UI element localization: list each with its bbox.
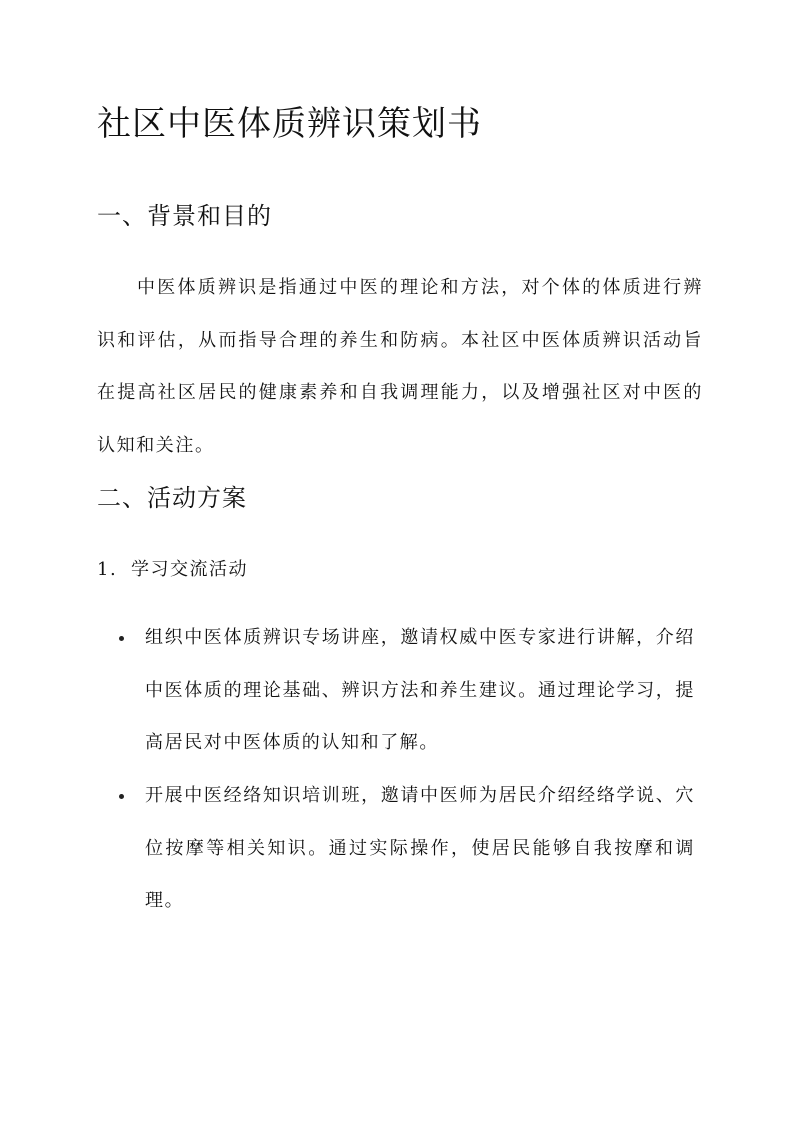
- subsection-heading-learning-exchange: [97, 555, 248, 581]
- bullet-dot-icon: [119, 636, 124, 641]
- subsection-title: 学习交流活动: [131, 559, 248, 580]
- section-heading-background: 一、背景和目的: [97, 202, 272, 230]
- subsection-number: 1.: [97, 559, 118, 580]
- document-title: 社区中医体质辨识策划书: [97, 104, 482, 144]
- background-paragraph: 中医体质辨识是指通过中医的理论和方法，对个体的体质进行辨识和评估，从而指导合理的养生和防病。本社区中医体质辨识活动旨在提高社区居民的健康素养和自我调理能力，以及增强社区对中医的认知和关注。: [97, 277, 703, 456]
- bullet-dot-icon: [119, 794, 124, 799]
- list-item-text: 开展中医经络知识培训班，邀请中医师为居民介绍经络学说、穴位按摩等相关知识。通过实际操作，使居民能够自我按摩和调理。: [145, 785, 695, 911]
- list-item-text: 组织中医体质辨识专场讲座，邀请权威中医专家进行讲解，介绍中医体质的理论基础、辨识方法和养生建议。通过理论学习，提高居民对中医体质的认知和了解。: [145, 627, 695, 753]
- section-heading-activity-plan: 二、活动方案: [97, 484, 247, 512]
